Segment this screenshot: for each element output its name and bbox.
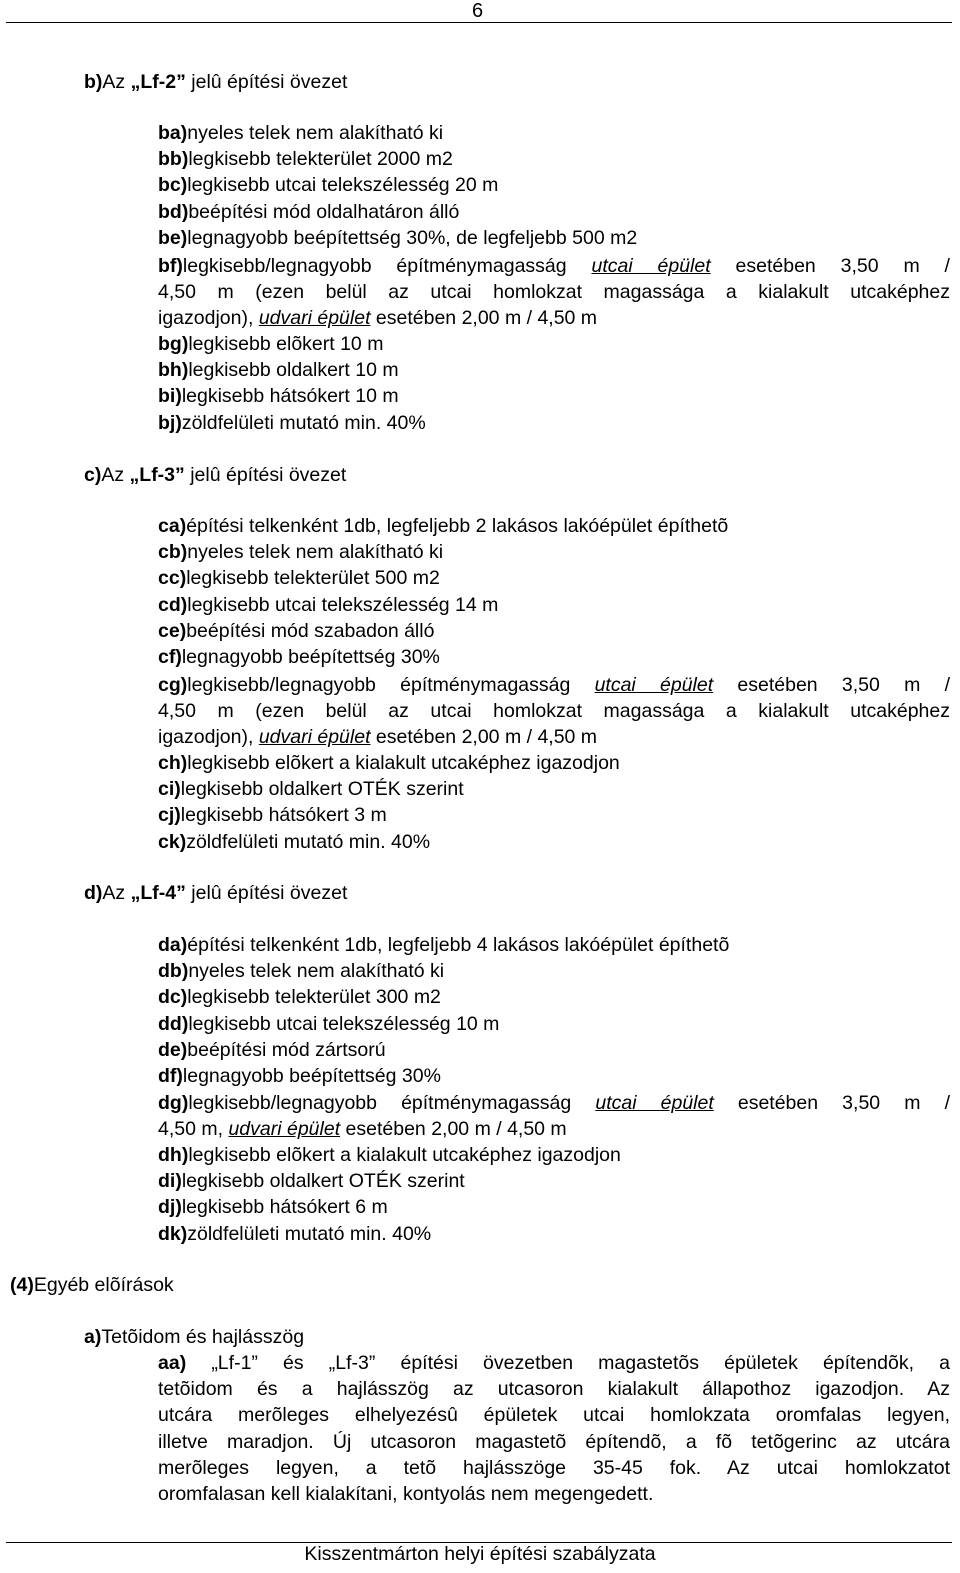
b-item-text: legkisebb telekterület 2000 m2: [188, 148, 453, 171]
d-dg-label: dg): [158, 1092, 189, 1114]
b-item-text: legnagyobb beépítettség 30%, de legfeljebb 500 m2: [187, 226, 638, 249]
b-item-label: bi): [158, 385, 182, 408]
b-item-text: legkisebb utcai telekszélesség 20 m: [187, 174, 499, 197]
d-dg-text: 4,50 m,: [158, 1118, 229, 1141]
c-cg-line-1: [158, 672, 950, 698]
b-bf-line-1: [158, 253, 950, 279]
b-item-label: bb): [158, 148, 189, 171]
page-number: 6: [472, 0, 484, 22]
d-item-text: legkisebb oldalkert OTÉK szerint: [181, 1170, 465, 1193]
aa-label: aa): [158, 1352, 187, 1374]
aa-text: „Lf-1” és „Lf-3” építési övezetben magastetõs épületek építendõk, a: [186, 1352, 950, 1374]
d-item: [158, 1011, 499, 1037]
c-item-label: cc): [158, 567, 187, 590]
b-item: [158, 357, 399, 383]
c-item-label: ca): [158, 515, 187, 537]
d-item: [158, 984, 441, 1010]
c-item: [158, 750, 620, 776]
c-item-text: építési telkenként 1db, legfeljebb 2 lakásos lakóépület építhetõ: [186, 515, 729, 537]
section-b-prefix: b): [84, 71, 103, 93]
d-item-label: dj): [158, 1196, 182, 1219]
c-cg-underlined: utcai épület: [594, 674, 714, 696]
c-item-text: zöldfelületi mutató min. 40%: [186, 830, 431, 853]
section-4-title: Egyéb elõírások: [33, 1274, 174, 1296]
section-c-zone: „Lf-3”: [129, 464, 185, 486]
section-4-heading: [10, 1272, 174, 1298]
c-cg-text: legkisebb/legnagyobb építménymagasság: [187, 674, 595, 696]
b-item-text: legkisebb elõkert 10 m: [188, 333, 384, 355]
b-bf-line-2: [158, 279, 950, 305]
c-item-text: legkisebb utcai telekszélesség 14 m: [187, 593, 499, 616]
c-item-label: cb): [158, 541, 188, 564]
aa-text: tetõidom és a hajlásszög az utcasoron kialakult állapothoz igazodjon. Az: [158, 1378, 950, 1401]
d-item: [158, 1037, 386, 1063]
b-item-text: legkisebb oldalkert 10 m: [188, 359, 399, 382]
c-cg-underlined: udvari épület: [258, 726, 371, 749]
c-item: [158, 644, 440, 670]
aa-line: [158, 1376, 950, 1402]
b-bf-text: esetében 3,50 m /: [710, 255, 950, 277]
d-item-label: dc): [158, 986, 188, 1009]
b-item-label: bd): [158, 200, 189, 223]
d-item-label: dk): [158, 1222, 188, 1245]
section-a-label: a): [84, 1326, 102, 1348]
c-item: [158, 802, 387, 828]
section-4-label: (4): [10, 1274, 34, 1296]
d-item: [158, 1142, 621, 1168]
c-item-text: legkisebb telekterület 500 m2: [186, 567, 440, 590]
aa-text: oromfalasan kell kialakítani, kontyolás nem megengedett.: [158, 1483, 654, 1505]
d-item-label: dd): [158, 1012, 189, 1035]
b-item: [158, 172, 498, 198]
d-item: [158, 958, 444, 984]
d-item-label: df): [158, 1065, 183, 1087]
aa-line: [158, 1429, 950, 1455]
d-item-text: legnagyobb beépítettség 30%: [182, 1065, 441, 1087]
section-d-zone: „Lf-4”: [130, 882, 186, 904]
b-item-label: bg): [158, 333, 189, 355]
aa-text: merõleges legyen, a tetõ hajlásszöge 35-45 fok. Az utcai homlokzatot: [158, 1456, 950, 1479]
section-c-title-b: jelû építési övezet: [184, 464, 347, 486]
section-d-title-b: jelû építési övezet: [185, 882, 348, 904]
d-item-label: db): [158, 960, 189, 983]
d-item-label: da): [158, 934, 188, 956]
c-cg-text: esetében 2,00 m / 4,50 m: [370, 726, 598, 749]
c-cg-line-3: [158, 724, 597, 750]
c-item-text: nyeles telek nem alakítható ki: [187, 541, 444, 564]
d-dg-text: legkisebb/legnagyobb építménymagasság: [188, 1092, 596, 1114]
c-item: [158, 592, 498, 618]
aa-line: [158, 1350, 950, 1376]
d-item-text: nyeles telek nem alakítható ki: [188, 960, 445, 983]
d-item: [158, 1221, 431, 1247]
b-item: [158, 199, 459, 225]
section-d-heading: [84, 880, 347, 906]
b-item: [158, 120, 443, 146]
b-bf-underlined: udvari épület: [258, 307, 371, 330]
c-item: [158, 513, 728, 539]
b-item-label: be): [158, 226, 188, 249]
c-item-label: cj): [158, 804, 181, 827]
c-cg-label: cg): [158, 674, 188, 696]
d-item: [158, 1168, 465, 1194]
d-item-text: legkisebb telekterület 300 m2: [187, 986, 441, 1009]
c-cg-text: igazodjon),: [158, 726, 259, 749]
c-item: [158, 565, 440, 591]
section-c-prefix: c): [84, 464, 102, 486]
b-item-text: beépítési mód oldalhatáron álló: [188, 200, 460, 223]
c-item: [158, 618, 434, 644]
c-item-text: legkisebb elõkert a kialakult utcaképhez igazodjon: [187, 752, 620, 774]
aa-line: [158, 1481, 653, 1507]
d-item-text: legkisebb utcai telekszélesség 10 m: [188, 1012, 500, 1035]
d-item: [158, 1063, 441, 1089]
b-bf-underlined: utcai épület: [591, 255, 711, 277]
section-b-title-a: Az: [102, 71, 131, 93]
c-item-text: legkisebb hátsókert 3 m: [180, 804, 387, 827]
b-item: [158, 146, 453, 172]
d-dg-line-2: [158, 1116, 567, 1142]
d-item-text: építési telkenként 1db, legfeljebb 4 lakásos lakóépület építhetõ: [187, 934, 730, 956]
c-item-label: ck): [158, 830, 187, 853]
c-cg-line-2: [158, 698, 950, 724]
aa-text: illetve maradjon. Új utcasoron magastetõ építendõ, a fõ tetõgerinc az utcára: [158, 1430, 950, 1453]
b-item-label: bj): [158, 411, 182, 434]
section-d-prefix: d): [84, 882, 103, 904]
d-dg-text: esetében 2,00 m / 4,50 m: [340, 1118, 567, 1141]
c-item-text: legkisebb oldalkert OTÉK szerint: [180, 778, 464, 801]
header-rule: [6, 22, 952, 23]
d-item-text: zöldfelületi mutató min. 40%: [187, 1222, 432, 1245]
d-item-text: legkisebb hátsókert 6 m: [181, 1196, 388, 1219]
d-dg-line-1: [158, 1090, 950, 1116]
section-a-heading: [84, 1324, 304, 1350]
d-item-text: beépítési mód zártsorú: [187, 1038, 386, 1061]
aa-text: utcára merõleges elhelyezésû épületek utcai homlokzata oromfalas legyen,: [158, 1404, 950, 1427]
d-item-label: di): [158, 1170, 182, 1193]
b-bf-text: legkisebb/legnagyobb építménymagasság: [182, 255, 592, 277]
b-bf-text: 4,50 m (ezen belül az utcai homlokzat magassága a kialakult utcaképhez: [158, 281, 950, 304]
d-item: [158, 932, 729, 958]
aa-line: [158, 1455, 950, 1481]
b-item-label: bc): [158, 174, 188, 197]
section-d-title-a: Az: [102, 882, 131, 904]
c-item-text: legnagyobb beépítettség 30%: [181, 646, 440, 668]
c-item-label: ch): [158, 752, 188, 774]
c-item-label: ci): [158, 778, 181, 801]
section-a-title: Tetõidom és hajlásszög: [101, 1326, 305, 1348]
footer-text: Kisszentmárton helyi építési szabályzata: [304, 1543, 656, 1565]
c-item-label: cf): [158, 646, 182, 668]
c-item: [158, 829, 430, 855]
b-bf-text: igazodjon),: [158, 307, 259, 330]
b-item-text: legkisebb hátsókert 10 m: [181, 385, 399, 408]
b-item: [158, 331, 383, 357]
b-item: [158, 225, 637, 251]
d-item-label: dh): [158, 1144, 189, 1166]
section-b-title-b: jelû építési övezet: [185, 71, 348, 93]
b-bf-line-3: [158, 305, 597, 331]
b-item-label: ba): [158, 122, 188, 144]
d-item: [158, 1194, 388, 1220]
section-c-title-a: Az: [101, 464, 130, 486]
c-item-text: beépítési mód szabadon álló: [186, 619, 435, 642]
c-item-label: ce): [158, 619, 187, 642]
c-item-label: cd): [158, 593, 188, 616]
aa-line: [158, 1402, 950, 1428]
d-item-text: legkisebb elõkert a kialakult utcaképhez igazodjon: [188, 1144, 621, 1166]
c-cg-text: 4,50 m (ezen belül az utcai homlokzat magassága a kialakult utcaképhez: [158, 700, 950, 723]
b-item: [158, 410, 426, 436]
section-b-zone: „Lf-2”: [130, 71, 186, 93]
b-item-text: nyeles telek nem alakítható ki: [187, 122, 444, 144]
d-item-label: de): [158, 1038, 188, 1061]
b-bf-text: esetében 2,00 m / 4,50 m: [370, 307, 598, 330]
d-dg-underlined: utcai épület: [595, 1092, 714, 1114]
c-item: [158, 776, 464, 802]
d-dg-text: esetében 3,50 m /: [713, 1092, 950, 1114]
d-dg-underlined: udvari épület: [228, 1118, 341, 1141]
c-item: [158, 539, 443, 565]
b-item-label: bh): [158, 359, 189, 382]
section-c-heading: [84, 462, 346, 488]
b-item: [158, 383, 399, 409]
section-b-heading: [84, 69, 347, 95]
b-bf-label: bf): [158, 255, 183, 277]
b-item-text: zöldfelületi mutató min. 40%: [181, 411, 426, 434]
c-cg-text: esetében 3,50 m /: [713, 674, 950, 696]
